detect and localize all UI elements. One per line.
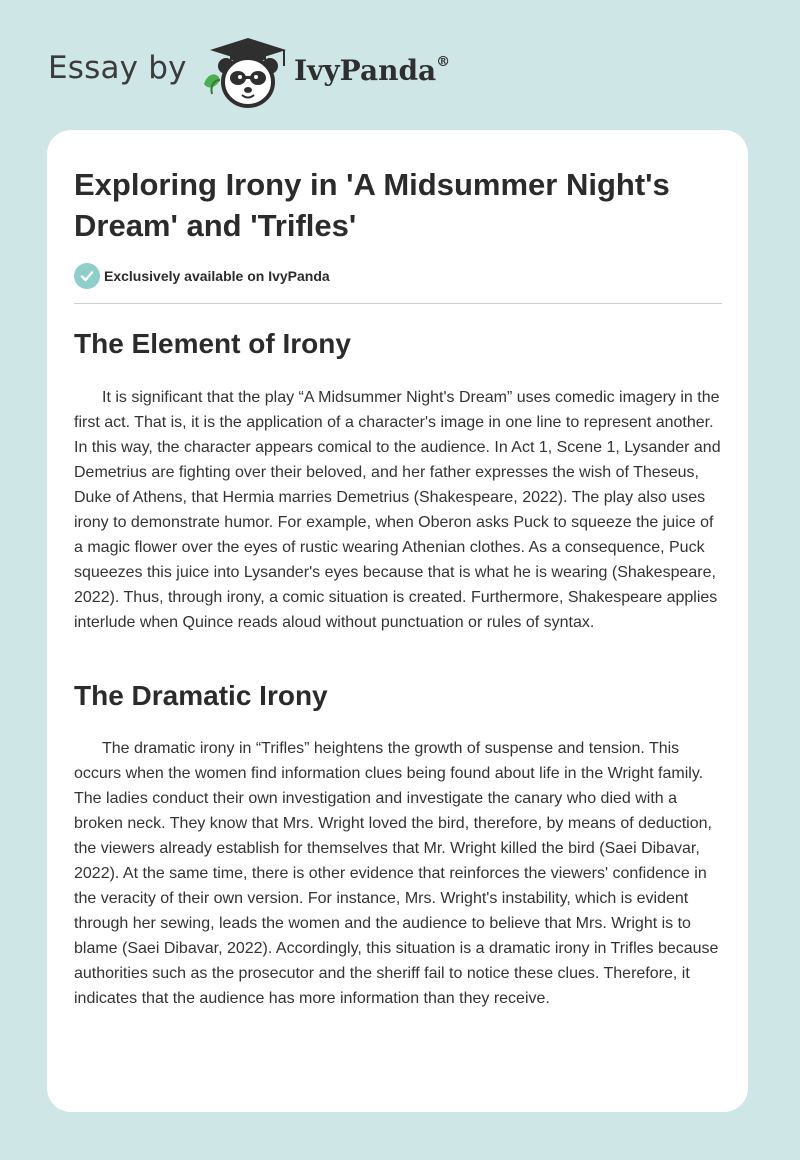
essay-card: [47, 130, 748, 1112]
essay-by-label: Essay by: [48, 50, 187, 86]
availability-badge: [74, 263, 330, 289]
registered-mark: ®: [436, 53, 451, 70]
section-body-dramatic-irony: The dramatic irony in “Trifles” heightens the growth of suspense and tension. This occurs when the women find information clues being found about life in the Wright family. The ladies conduct their own investigation and investigate the canary who died with a broken neck. They know that Mrs. Wright loved the bird, therefore, by means of deduction, the viewers already establish for themselves that Mr. Wright killed the bird (Saei Dibavar, 2022). At the same time, there is other evidence that reinforces the viewers' confidence in the veracity of their own version. For instance, Mrs. Wright's instability, which is evident through her sewing, leads the women and the audience to believe that Mrs. Wright is to blame (Saei Dibavar, 2022). Accordingly, this situation is a dramatic irony in Trifles because authorities such as the prosecutor and the sheriff fail to notice these clues. Therefore, it indicates that the audience has more information than they receive.: [74, 740, 719, 1007]
page-title: Exploring Irony in 'A Midsummer Night's Dream' and 'Trifles': [74, 167, 670, 243]
section-body-element-of-irony: It is significant that the play “A Midsummer Night's Dream” uses comedic imagery in the first act. That is, it is the application of a character's image in one line to represent another. In this way, the character appears comical to the audience. In Act 1, Scene 1, Lysander and Demetrius are fighting over their beloved, and her father expresses the wish of Theseus, Duke of Athens, that Hermia marries Demetrius (Shakespeare, 2022). The play also uses irony to demonstrate humor. For example, when Oberon asks Puck to squeeze the juice of a magic flower over the eyes of rustic wearing Athenian clothes. As a consequence, Puck squeezes this juice into Lysander's eyes because that is what he is wearing (Shakespeare, 2022). Thus, through irony, a comic situation is created. Furthermore, Shakespeare applies interlude when Quince reads aloud without punctuation or rules of syntax.: [74, 389, 721, 631]
divider: [74, 303, 722, 304]
check-circle-icon: [74, 263, 100, 289]
section-heading-element-of-irony: The Element of Irony: [74, 328, 351, 359]
site-header: [48, 30, 548, 110]
section-heading-dramatic-irony: The Dramatic Irony: [74, 680, 328, 711]
badge-label: Exclusively available on IvyPanda: [104, 268, 330, 284]
panda-graduate-logo-icon[interactable]: [200, 36, 292, 110]
brand-name[interactable]: IvyPanda®: [294, 53, 451, 87]
